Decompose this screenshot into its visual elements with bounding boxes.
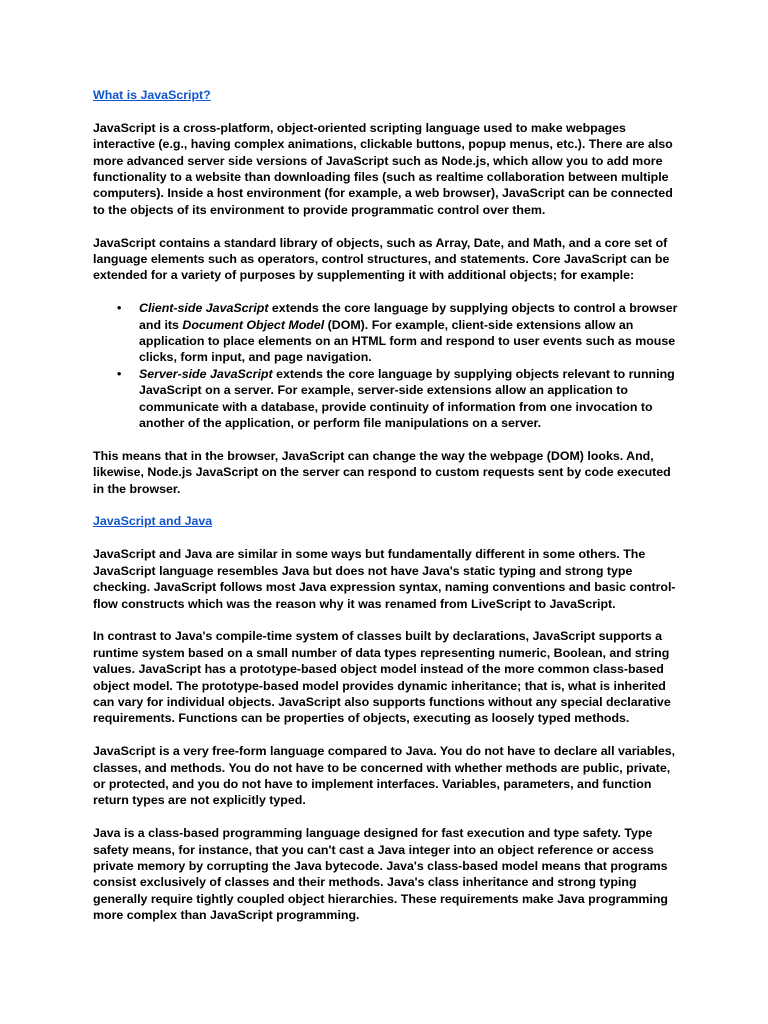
term-client-side-javascript: Client-side JavaScript xyxy=(139,301,269,316)
list-item-server-side xyxy=(93,366,678,432)
list-item-client-side xyxy=(93,300,678,366)
term-document-object-model: Document Object Model xyxy=(182,317,325,332)
paragraph-runtime-system: In contrast to Java's compile-time system of classes built by declarations, JavaScript supports a runtime system based on a small number of data types representing numeric, Boolean, and string values. JavaScript has a prototype-based object model instead of the more common class-based object model. The prototype-based model provides dynamic inheritance; that is, what is inherited can vary for individual objects. JavaScript also supports functions without any special declarative requirements. Functions can be properties of objects, executing as loosely typed methods. xyxy=(93,629,671,726)
term-server-side-javascript: Server-side JavaScript xyxy=(139,366,273,381)
list-item-text: extends the core language by supplying objects relevant to running JavaScript on a server. For example, server-side extensions allow an application to communicate with a database, provide continuity of information from one invocation to another of the application, or perform file manipulations on a server. xyxy=(139,366,675,431)
bullet-list-js-extensions xyxy=(93,300,678,431)
paragraph-js-standard-library: JavaScript contains a standard library of objects, such as Array, Date, and Math, and a core set of language elements such as operators, control structures, and statements. Core JavaScript can be extended for a variety of purposes by supplementing it with additional objects; for example: xyxy=(93,235,670,283)
bullet-dot-icon: • xyxy=(117,301,122,316)
paragraph-free-form-language: JavaScript is a very free-form language compared to Java. You do not have to declare all variables, classes, and methods. You do not have to be concerned with whether methods are public, private, or protected, and you do not have to implement interfaces. Variables, parameters, and function return types are not explicitly typed. xyxy=(93,744,676,808)
heading-link-javascript-and-java[interactable]: JavaScript and Java xyxy=(93,514,213,529)
list-item-text: (DOM). For example, client-side extensions allow an application to place elements on an HTML form and respond to user events such as mouse clicks, form input, and page navigation. xyxy=(139,317,676,365)
paragraph-js-intro: JavaScript is a cross-platform, object-oriented scripting language used to make webpages interactive (e.g., having complex animations, clickable buttons, popup menus, etc.). There are also more advanced server side versions of JavaScript such as Node.js, which allow you to add more functionality to a website than downloading files (such as realtime collaboration between multiple computers). Inside a host environment (for example, a web browser), JavaScript can be connected to the objects of its environment to provide programmatic control over them. xyxy=(93,120,673,217)
paragraph-js-java-similar: JavaScript and Java are similar in some ways but fundamentally different in some others. The JavaScript language resembles Java but does not have Java's static typing and strong type checking. JavaScript follows most Java expression syntax, naming conventions and basic control-flow constructs which was the reason why it was renamed from LiveScript to JavaScript. xyxy=(93,547,676,611)
bullet-dot-icon: • xyxy=(117,366,122,381)
paragraph-browser-dom: This means that in the browser, JavaScript can change the way the webpage (DOM) looks. And, likewise, Node.js JavaScript on the server can respond to custom requests sent by code executed in the browser. xyxy=(93,448,671,496)
list-item-text: extends the core language by supplying objects to control a browser and its xyxy=(139,301,678,332)
heading-link-what-is-javascript[interactable]: What is JavaScript? xyxy=(93,88,211,102)
paragraph-java-class-based: Java is a class-based programming language designed for fast execution and type safety. Type safety means, for instance, that you can't cast a Java integer into an object reference or access private memory by corrupting the Java bytecode. Java's class-based model means that programs consist exclusively of classes and their methods. Java's class inheritance and strong typing generally require tightly coupled object hierarchies. These requirements make Java programming more complex than JavaScript programming. xyxy=(93,826,668,923)
document-page xyxy=(93,87,678,940)
